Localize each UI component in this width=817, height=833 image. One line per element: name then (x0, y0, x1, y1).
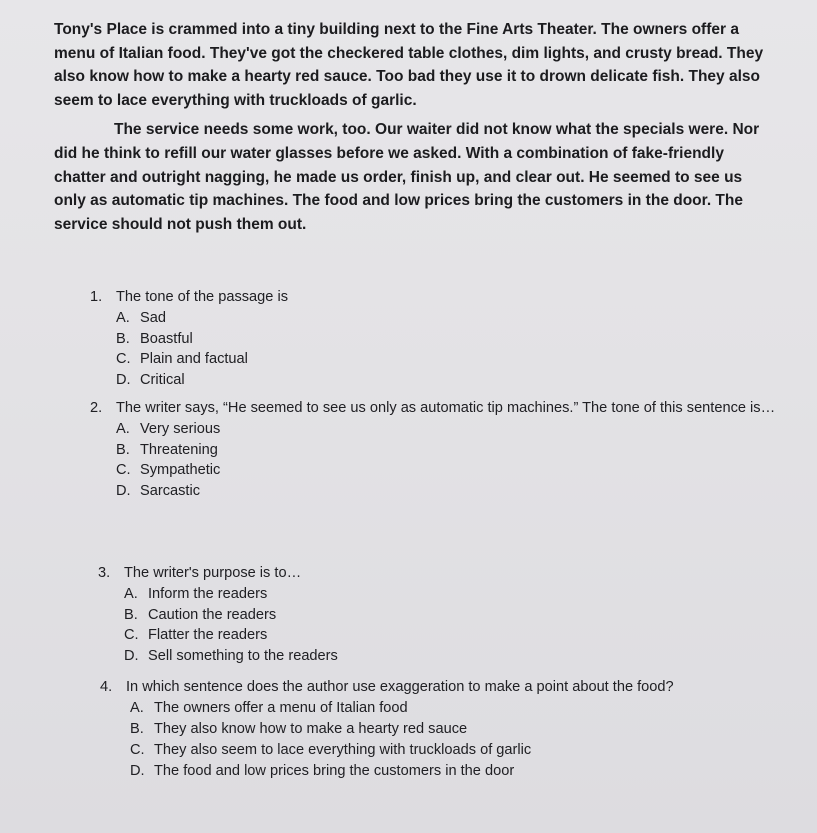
option-letter: D. (116, 482, 131, 499)
question-text: The writer says, “He seemed to see us only as automatic tip machines.” The tone of this sentence is… (116, 400, 776, 416)
option-text: Inform the readers (148, 586, 268, 602)
question-2 (90, 398, 790, 501)
answer-option-a[interactable] (130, 698, 800, 719)
answer-option-c[interactable] (116, 349, 780, 370)
option-letter: A. (116, 421, 130, 437)
question-number: 1. (90, 289, 103, 305)
option-text: Sarcastic (140, 482, 201, 499)
question-text: In which sentence does the author use exaggeration to make a point about the food? (126, 679, 674, 695)
answer-option-d[interactable] (116, 370, 780, 391)
option-text: They also know how to make a hearty red sauce (154, 721, 468, 737)
option-text: Sad (140, 310, 166, 326)
option-text: Threatening (140, 441, 218, 458)
answer-option-a[interactable] (116, 419, 790, 440)
answer-options (90, 308, 780, 390)
question-4 (100, 677, 800, 782)
option-letter: B. (124, 606, 138, 623)
option-text: The food and low prices bring the customers in the door (154, 763, 515, 779)
passage-paragraph-1: Tony's Place is crammed into a tiny building next to the Fine Arts Theater. The owners offer a menu of Italian food. They've got the checkered table clothes, dim lights, and crusty bread. They also know how to make a hearty red sauce. Too bad they use it to drown delicate fish. They also seem to lace everything with truckloads of garlic. (54, 21, 764, 109)
option-text: Sympathetic (140, 462, 221, 479)
option-letter: D. (130, 763, 145, 779)
answer-option-a[interactable] (116, 308, 780, 329)
question-text: The tone of the passage is (116, 289, 288, 305)
answer-option-a[interactable] (124, 584, 778, 605)
answer-option-c[interactable] (116, 460, 790, 481)
answer-option-d[interactable] (116, 481, 790, 502)
question-stem (90, 287, 780, 307)
question-stem (100, 677, 800, 697)
answer-option-c[interactable] (124, 625, 778, 646)
option-letter: C. (116, 462, 131, 479)
answer-option-b[interactable] (116, 329, 780, 350)
option-letter: A. (124, 586, 138, 602)
reading-passage (54, 18, 774, 236)
option-text: Plain and factual (140, 351, 248, 368)
option-text: Critical (140, 371, 185, 388)
option-letter: C. (124, 627, 139, 644)
question-3 (98, 563, 778, 666)
option-text: Boastful (140, 330, 193, 347)
answer-option-c[interactable] (130, 740, 800, 761)
option-letter: B. (130, 721, 144, 737)
answer-options (90, 419, 790, 501)
answer-option-b[interactable] (124, 605, 778, 626)
answer-option-d[interactable] (124, 646, 778, 667)
option-letter: A. (130, 700, 144, 716)
option-letter: B. (116, 330, 130, 347)
option-letter: C. (130, 742, 145, 758)
answer-options (98, 584, 778, 666)
answer-option-b[interactable] (116, 440, 790, 461)
option-letter: D. (116, 371, 131, 388)
option-text: Very serious (140, 421, 221, 437)
answer-option-d[interactable] (130, 761, 800, 782)
question-number: 2. (90, 400, 103, 416)
question-number: 4. (100, 679, 113, 695)
option-letter: C. (116, 351, 131, 368)
option-text: The owners offer a menu of Italian food (154, 700, 408, 716)
answer-options (100, 698, 800, 782)
question-stem (98, 563, 778, 583)
option-letter: D. (124, 647, 139, 664)
question-text: The writer's purpose is to… (124, 565, 302, 581)
option-letter: B. (116, 441, 130, 458)
passage-paragraph-2: The service needs some work, too. Our waiter did not know what the specials were. Nor did he think to refill our water glasses before we asked. With a combination of fake-friendly chatter and outright nagging, he made us order, finish up, and clear out. He seemed to see us only as automatic tip machines. The food and low prices bring the customers in the door. The service should not push them out. (54, 121, 760, 233)
question-number: 3. (98, 565, 111, 581)
option-text: They also seem to lace everything with truckloads of garlic (154, 742, 532, 758)
option-letter: A. (116, 310, 130, 326)
option-text: Flatter the readers (148, 627, 268, 644)
question-1 (90, 287, 780, 390)
option-text: Caution the readers (148, 606, 277, 623)
answer-option-b[interactable] (130, 719, 800, 740)
question-stem (90, 398, 790, 418)
option-text: Sell something to the readers (148, 647, 338, 664)
